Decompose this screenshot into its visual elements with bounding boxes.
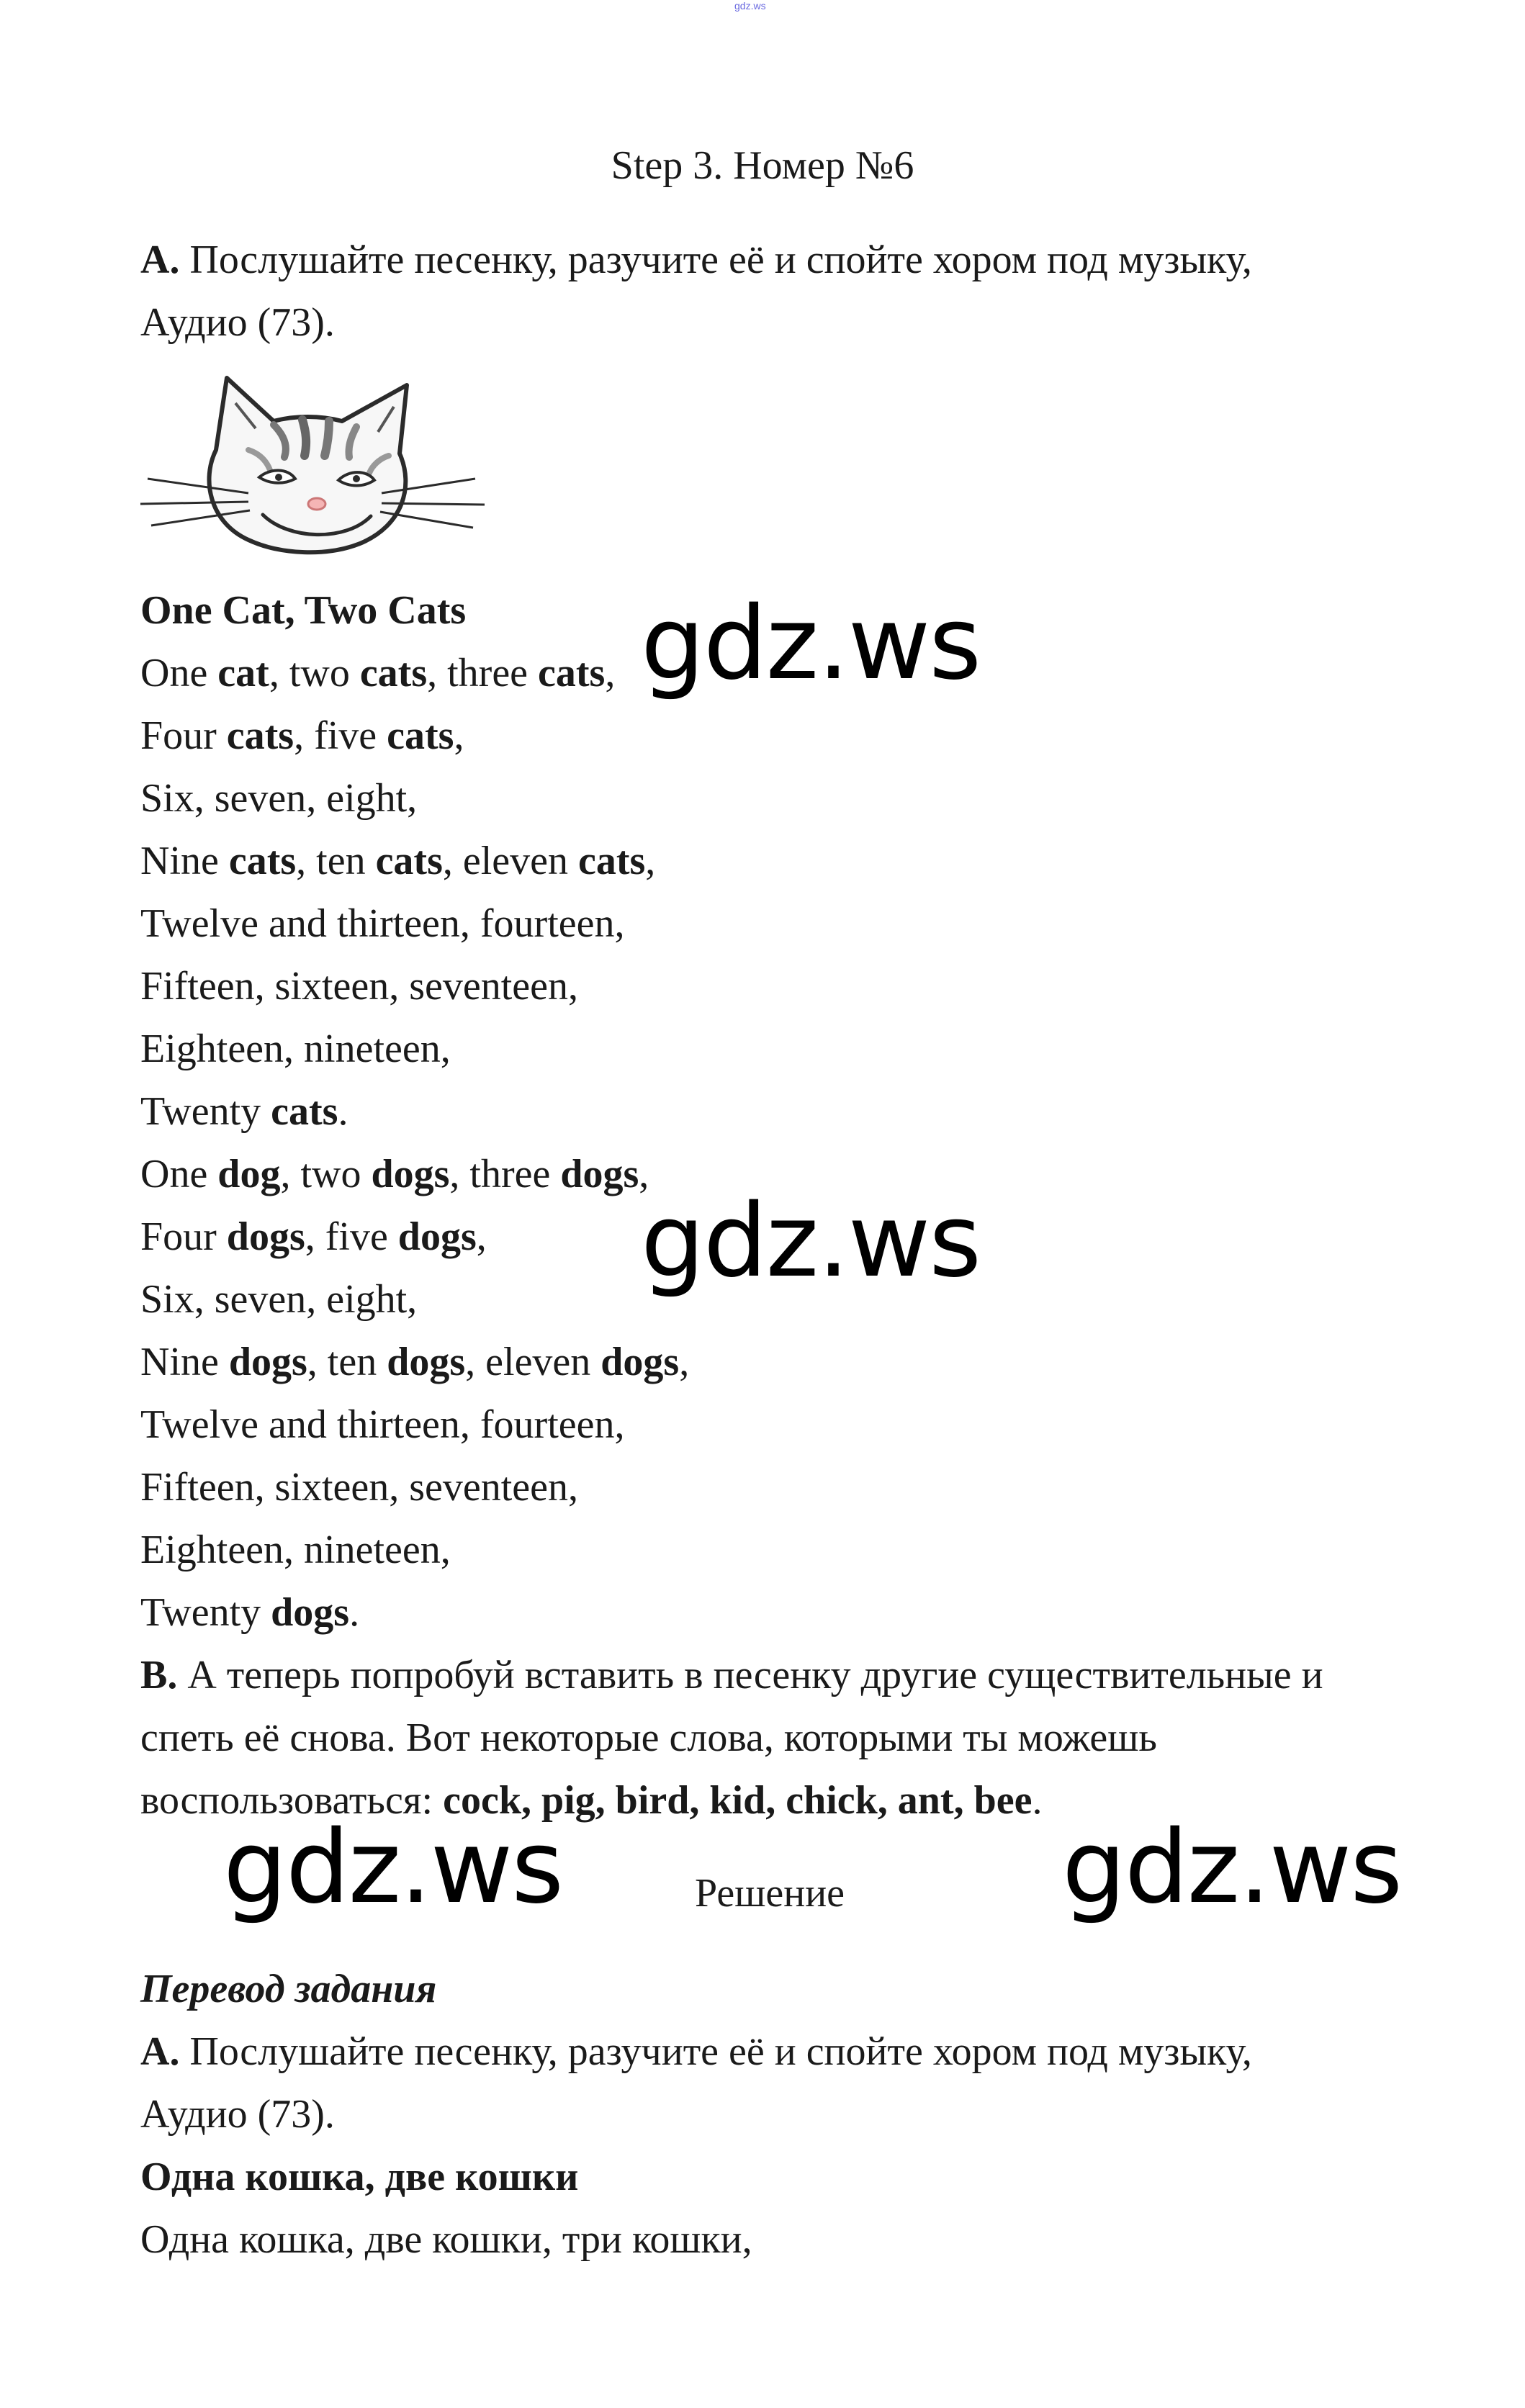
- song-line-segment: cats: [359, 651, 428, 695]
- song-line-segment: , two: [280, 1152, 372, 1196]
- song-line-segment: Eighteen, nineteen,: [140, 1027, 451, 1071]
- song-line-segment: Six, seven, eight,: [140, 776, 418, 821]
- song-line: [140, 1018, 1422, 1081]
- song-line-segment: cats: [228, 839, 297, 883]
- watermark-1: gdz.ws: [641, 585, 981, 703]
- song-line-segment: Nine: [140, 839, 229, 883]
- song-line-segment: Four: [140, 1214, 227, 1259]
- song-line-segment: dogs: [226, 1214, 305, 1259]
- song: [140, 580, 1422, 1644]
- song-line-segment: ,: [639, 1152, 649, 1196]
- translation-a-text2: Аудио (73).: [140, 2092, 335, 2137]
- translation-a-label: A.: [140, 2029, 180, 2074]
- song-line-segment: Twelve and thirteen, fourteen,: [140, 1402, 625, 1447]
- song-line-segment: Twenty: [140, 1590, 271, 1635]
- song-title: One Cat, Two Cats: [140, 588, 467, 633]
- song-line: [140, 1394, 1422, 1456]
- watermark-3: gdz.ws: [223, 1809, 563, 1926]
- song-line: [140, 830, 1422, 893]
- task-a: [140, 229, 1422, 354]
- song-line: [140, 893, 1422, 955]
- cat-illustration: [140, 364, 486, 572]
- song-lines: [140, 642, 1422, 1644]
- song-line: [140, 1582, 1422, 1644]
- task-a-text2: Аудио (73).: [140, 300, 335, 345]
- song-line-segment: Eighteen, nineteen,: [140, 1528, 451, 1572]
- song-line-segment: cats: [538, 651, 606, 695]
- watermark-4: gdz.ws: [1062, 1809, 1402, 1926]
- watermark-2: gdz.ws: [641, 1183, 981, 1300]
- song-line-segment: ,: [476, 1214, 487, 1259]
- task-b-label: B.: [140, 1653, 178, 1697]
- song-line: [140, 767, 1422, 830]
- song-line-segment: Six, seven, eight,: [140, 1277, 418, 1322]
- song-line: [140, 705, 1422, 767]
- song-line-segment: dogs: [271, 1590, 350, 1635]
- song-line-segment: , eleven: [465, 1340, 601, 1384]
- song-line: [140, 1456, 1422, 1519]
- song-line-segment: ,: [454, 713, 464, 758]
- song-line-segment: cats: [387, 713, 454, 758]
- song-line-segment: .: [338, 1089, 348, 1134]
- song-line-segment: , ten: [307, 1340, 387, 1384]
- song-line-segment: cats: [271, 1089, 338, 1134]
- song-line-segment: cats: [226, 713, 294, 758]
- song-line-segment: , five: [305, 1214, 398, 1259]
- translation-a-text: Послушайте песенку, разучите её и спойте хором под музыку,: [179, 2029, 1252, 2074]
- song-line-segment: , ten: [296, 839, 376, 883]
- song-line: [140, 955, 1422, 1018]
- translation: [140, 1958, 1422, 2271]
- task-b-words: cock, pig, bird, kid, chick, ant, bee: [443, 1778, 1033, 1823]
- song-line-segment: dog: [217, 1152, 281, 1196]
- song-line-segment: , eleven: [442, 839, 578, 883]
- song-line-segment: dogs: [560, 1152, 639, 1196]
- song-line-segment: ,: [645, 839, 656, 883]
- song-line-segment: cats: [578, 839, 646, 883]
- page-title: Step 3. Номер №6: [611, 143, 914, 188]
- task-b-line3-prefix: воспользоваться:: [140, 1778, 444, 1823]
- song-line-segment: One: [140, 1152, 218, 1196]
- song-line-segment: ,: [605, 651, 616, 695]
- task-b-line1: А теперь попробуй вставить в песенку другие существительные и: [177, 1653, 1323, 1697]
- task-b-line3-suffix: .: [1032, 1778, 1043, 1823]
- song-line: [140, 1519, 1422, 1582]
- song-line-segment: dogs: [371, 1152, 450, 1196]
- song-line-segment: dogs: [600, 1340, 680, 1384]
- song-line-segment: dogs: [387, 1340, 466, 1384]
- song-line-segment: cat: [217, 651, 269, 695]
- song-line-segment: , three: [449, 1152, 561, 1196]
- song-line-segment: Fifteen, sixteen, seventeen,: [140, 964, 579, 1009]
- song-line-segment: Four: [140, 713, 227, 758]
- song-line-segment: ,: [679, 1340, 690, 1384]
- song-line-segment: cats: [375, 839, 443, 883]
- task-a-text: Послушайте песенку, разучите её и спойте хором под музыку,: [179, 238, 1252, 282]
- top-watermark: gdz.ws: [734, 0, 766, 12]
- translation-heading: Перевод задания: [140, 1967, 437, 2011]
- song-line-segment: Fifteen, sixteen, seventeen,: [140, 1465, 579, 1510]
- song-line-segment: Twenty: [140, 1089, 271, 1134]
- song-line-segment: .: [349, 1590, 360, 1635]
- song-line-segment: One: [140, 651, 218, 695]
- task-a-label: A.: [140, 238, 180, 282]
- song-line-segment: dogs: [397, 1214, 477, 1259]
- song-line-segment: Twelve and thirteen, fourteen,: [140, 901, 625, 946]
- song-line-segment: , three: [427, 651, 539, 695]
- song-line-segment: , five: [294, 713, 387, 758]
- task-b-line2: спеть её снова. Вот некоторые слова, которыми ты можешь: [140, 1715, 1157, 1760]
- translation-song-line1: Одна кошка, две кошки, три кошки,: [140, 2217, 752, 2262]
- song-line: [140, 1081, 1422, 1143]
- song-line: [140, 1331, 1422, 1394]
- song-line-segment: , two: [269, 651, 360, 695]
- solution-label: Решение: [695, 1871, 845, 1916]
- task-b: [140, 1644, 1422, 1832]
- song-line-segment: Nine: [140, 1340, 229, 1384]
- translation-song-title: Одна кошка, две кошки: [140, 2155, 579, 2199]
- song-line-segment: dogs: [228, 1340, 307, 1384]
